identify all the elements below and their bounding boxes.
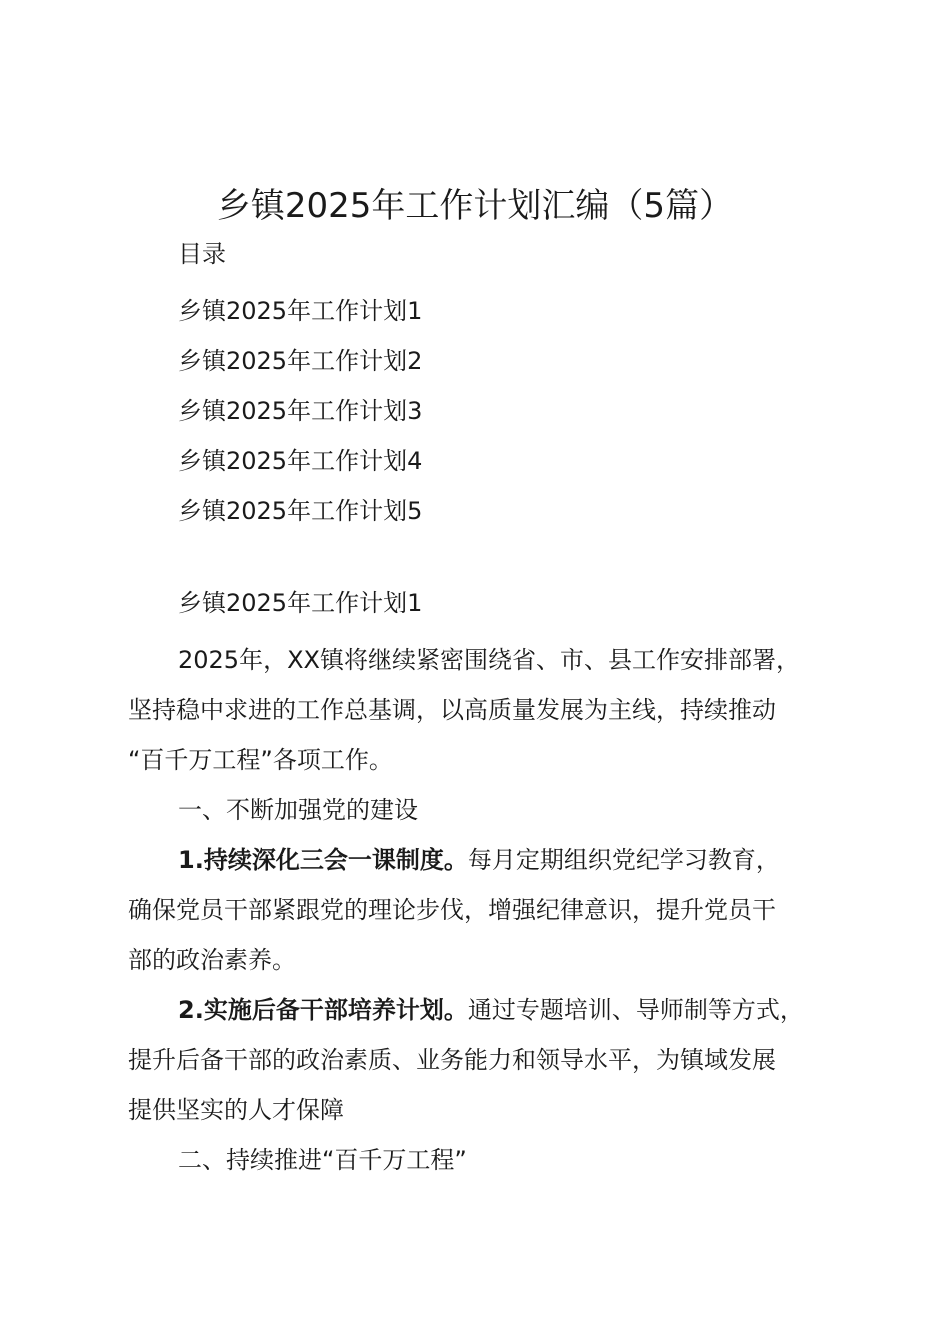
table-of-contents <box>178 286 422 536</box>
toc-item-5: 乡镇2025年工作计划5 <box>178 497 423 525</box>
item1-lead: 1.持续深化三会一课制度。 <box>178 846 468 874</box>
toc-item-2: 乡镇2025年工作计划2 <box>178 347 423 375</box>
toc-heading: 目录 <box>178 240 226 268</box>
item2-line-1 <box>128 985 868 1035</box>
part2-heading-text: 二、持续推进“百千万工程” <box>178 1146 467 1174</box>
item1-line-1 <box>128 835 868 885</box>
item1-line-3: 部的政治素养。 <box>128 946 296 974</box>
toc-item-4: 乡镇2025年工作计划4 <box>178 447 423 475</box>
section-heading: 乡镇2025年工作计划1 <box>178 589 423 617</box>
intro-line-2: 坚持稳中求进的工作总基调，以高质量发展为主线，持续推动 <box>128 696 776 724</box>
document-title: 乡镇2025年工作计划汇编（5篇） <box>216 186 734 226</box>
item1-paragraph <box>128 835 868 985</box>
intro-line-3: “百千万工程”各项工作。 <box>128 746 393 774</box>
item2-paragraph <box>128 985 868 1135</box>
part1-heading <box>128 785 868 835</box>
toc-item-3: 乡镇2025年工作计划3 <box>178 397 423 425</box>
item2-line-1-rest: 通过专题培训、导师制等方式， <box>467 996 804 1024</box>
intro-paragraph <box>128 635 868 785</box>
item2-line-3: 提供坚实的人才保障 <box>128 1096 344 1124</box>
item2-lead: 2.实施后备干部培养计划。 <box>178 996 468 1024</box>
item1-line-2: 确保党员干部紧跟党的理论步伐，增强纪律意识，提升党员干 <box>128 896 776 924</box>
toc-item-1: 乡镇2025年工作计划1 <box>178 297 423 325</box>
item2-line-2: 提升后备干部的政治素质、业务能力和领导水平，为镇域发展 <box>128 1046 776 1074</box>
item1-line-1-rest: 每月定期组织党纪学习教育， <box>467 846 780 874</box>
intro-line-1: 2025年，XX镇将继续紧密围绕省、市、县工作安排部署， <box>178 646 800 674</box>
part1-heading-text: 一、不断加强党的建设 <box>178 796 418 824</box>
document-body <box>128 635 868 1185</box>
part2-heading <box>128 1135 868 1185</box>
